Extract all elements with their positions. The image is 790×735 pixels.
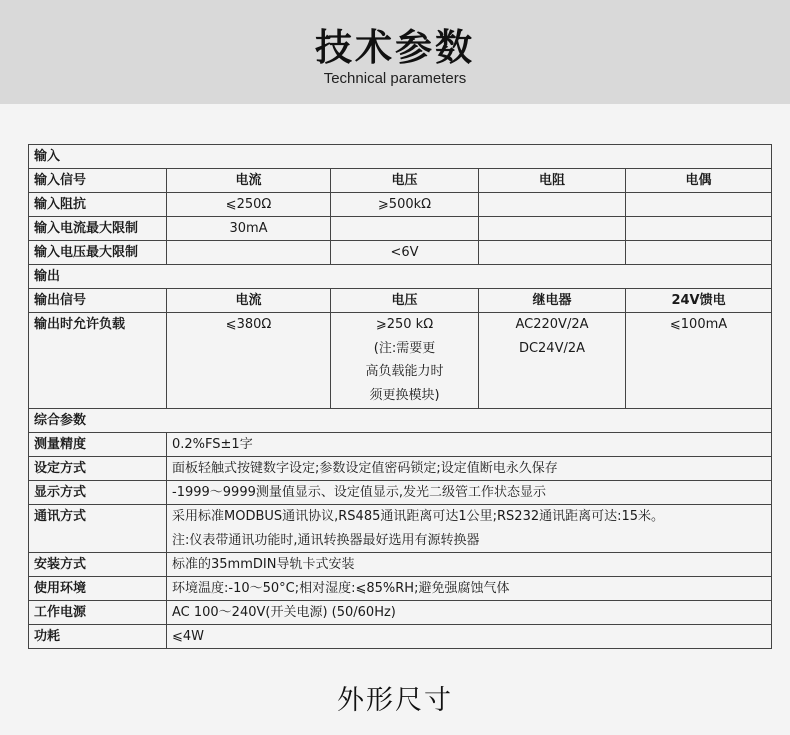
cell-line: ⩾250 kΩ — [375, 317, 434, 332]
column-header: 24V馈电 — [626, 289, 772, 313]
general-section-heading: 综合参数 — [29, 409, 772, 433]
row-label: 使用环境 — [29, 577, 167, 601]
table-cell — [626, 193, 772, 217]
table-row — [29, 217, 772, 241]
row-label: 显示方式 — [29, 481, 167, 505]
table-row — [29, 553, 772, 577]
input-section-heading: 输入 — [29, 145, 772, 169]
table-row — [29, 505, 772, 553]
column-header: 电压 — [331, 289, 479, 313]
table-cell — [479, 217, 626, 241]
cell-line: (注:需要更 — [373, 340, 436, 356]
table-cell: ⩾500kΩ — [331, 193, 479, 217]
table-cell — [167, 241, 331, 265]
cell-line: 注:仪表带通讯功能时,通讯转换器最好选用有源转换器 — [172, 532, 480, 548]
table-cell: 30mA — [167, 217, 331, 241]
table-cell: 0.2%FS±1字 — [167, 433, 772, 457]
table-row — [29, 601, 772, 625]
table-cell — [331, 217, 479, 241]
table-row — [29, 409, 772, 433]
table-cell: ⩽380Ω — [167, 313, 331, 409]
row-label: 输入信号 — [29, 169, 167, 193]
spec-table — [28, 144, 772, 649]
table-row — [29, 313, 772, 409]
row-label: 输出时允许负载 — [29, 313, 167, 409]
header-band — [0, 0, 790, 104]
table-cell — [626, 217, 772, 241]
column-header: 继电器 — [479, 289, 626, 313]
table-cell: AC 100〜240V(开关电源) (50/60Hz) — [167, 601, 772, 625]
output-section-heading: 输出 — [29, 265, 772, 289]
column-header: 电阻 — [479, 169, 626, 193]
cell-line: 须更换模块) — [369, 387, 440, 403]
column-header: 电压 — [331, 169, 479, 193]
table-row — [29, 577, 772, 601]
table-cell — [167, 505, 772, 553]
row-label: 通讯方式 — [29, 505, 167, 553]
table-row — [29, 481, 772, 505]
table-cell: ⩽4W — [167, 625, 772, 649]
row-label: 输入电压最大限制 — [29, 241, 167, 265]
row-label: 输入阻抗 — [29, 193, 167, 217]
table-row — [29, 289, 772, 313]
table-row — [29, 241, 772, 265]
cell-line: 高负载能力时 — [365, 364, 444, 379]
table-row — [29, 193, 772, 217]
row-label: 输出信号 — [29, 289, 167, 313]
table-cell: 标准的35mmDIN导轨卡式安装 — [167, 553, 772, 577]
page-title: 技术参数 — [315, 26, 475, 69]
table-row — [29, 265, 772, 289]
table-row — [29, 169, 772, 193]
row-label: 测量精度 — [29, 433, 167, 457]
cell-line: DC24V/2A — [518, 340, 586, 356]
table-cell: <6V — [331, 241, 479, 265]
row-label: 工作电源 — [29, 601, 167, 625]
table-cell: ⩽100mA — [626, 313, 772, 409]
table-cell: 环境温度:-10〜50°C;相对湿度:⩽85%RH;避免强腐蚀气体 — [167, 577, 772, 601]
table-row — [29, 625, 772, 649]
table-cell — [479, 241, 626, 265]
table-cell — [626, 241, 772, 265]
cell-line: AC220V/2A — [515, 317, 589, 332]
column-header: 电偶 — [626, 169, 772, 193]
table-cell — [479, 313, 626, 409]
section-title-dimensions: 外形尺寸 — [337, 685, 453, 716]
table-row — [29, 433, 772, 457]
table-cell — [331, 313, 479, 409]
column-header: 电流 — [167, 169, 331, 193]
row-label: 输入电流最大限制 — [29, 217, 167, 241]
row-label: 安装方式 — [29, 553, 167, 577]
page-subtitle: Technical parameters — [323, 70, 467, 87]
table-cell: ⩽250Ω — [167, 193, 331, 217]
row-label: 功耗 — [29, 625, 167, 649]
cell-line: 采用标准MODBUS通讯协议,RS485通讯距离可达1公里;RS232通讯距离可达:15米。 — [172, 509, 665, 524]
table-cell: 面板轻触式按键数字设定;参数设定值密码锁定;设定值断电永久保存 — [167, 457, 772, 481]
table-cell — [479, 193, 626, 217]
column-header: 电流 — [167, 289, 331, 313]
table-row — [29, 457, 772, 481]
row-label: 设定方式 — [29, 457, 167, 481]
table-cell: -1999〜9999测量值显示、设定值显示,发光二级管工作状态显示 — [167, 481, 772, 505]
table-row — [29, 145, 772, 169]
